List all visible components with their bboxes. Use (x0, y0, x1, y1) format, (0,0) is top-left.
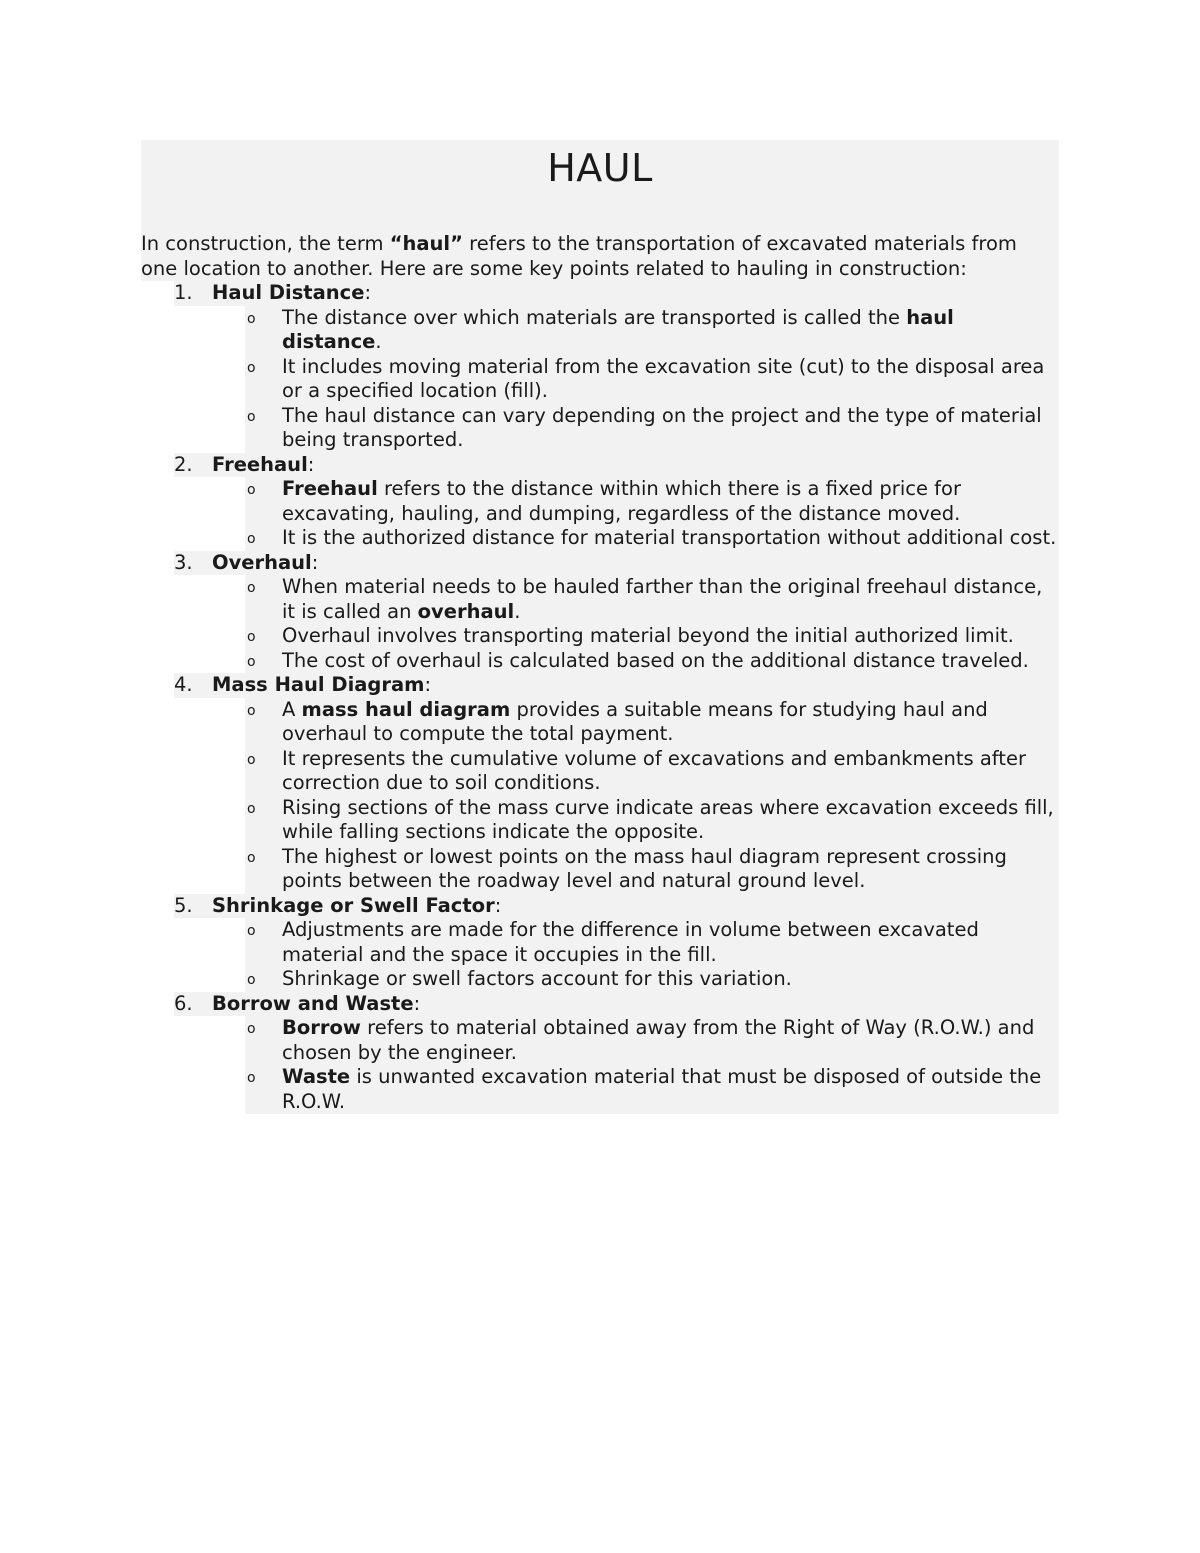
section-title-colon: : (307, 452, 315, 476)
bullet-text-after: refers to the distance within which there is a fixed price for excavating, hauling, and dumping, regardless of the distance moved. (282, 477, 961, 525)
bullet-list (245, 575, 1059, 673)
bullet-list (245, 918, 1059, 992)
bullet-text: It is the authorized distance for material transportation without additional cost. (282, 526, 1057, 549)
bullet-item (245, 526, 1059, 551)
bullet-bold-term: mass haul diagram (301, 697, 511, 721)
hollow-bullet-icon: o (247, 531, 256, 547)
section-heading (174, 453, 1059, 478)
bullet-list (245, 306, 1059, 453)
section-title: Mass Haul Diagram (212, 673, 425, 696)
section-title: Overhaul (212, 550, 312, 574)
bullet-text-after: provides a suitable means for studying haul and overhaul to compute the total payment. (282, 697, 988, 745)
hollow-bullet-icon: o (247, 751, 256, 768)
bullet-item (245, 477, 1059, 526)
bullet-text-after: . (375, 330, 382, 353)
bullet-item (245, 575, 1059, 624)
bullet-text: The haul distance can vary depending on the project and the type of material being transported. (282, 403, 1042, 451)
section-title-colon: : (494, 893, 502, 917)
bullet-text-after: refers to material obtained away from the Right of Way (R.O.W.) and chosen by the engineer. (282, 1016, 1035, 1064)
section-item (141, 673, 1059, 894)
bullet-item (245, 698, 1059, 747)
bullet-text: When material needs to be hauled farther than the original freehaul distance, it is called an (282, 575, 1043, 623)
hollow-bullet-icon: o (247, 580, 256, 596)
bullet-item (245, 404, 1059, 453)
section-item (141, 281, 1059, 453)
section-title-colon: : (364, 281, 372, 304)
section-item (141, 453, 1059, 551)
hollow-bullet-icon: o (247, 359, 256, 376)
hollow-bullet-icon: o (247, 800, 256, 817)
intro-text-after: refers to the transportation of excavated materials from one location to another. Here are some key points related to hauling in construction: (141, 232, 1017, 280)
section-heading (174, 281, 1059, 306)
section-title: Haul Distance (212, 281, 365, 304)
bullet-text-after: is unwanted excavation material that must be disposed of outside the R.O.W. (282, 1065, 1042, 1113)
section-number: 5. (174, 893, 193, 917)
page-title: HAUL (547, 146, 653, 190)
bullet-text: Shrinkage or swell factors account for this variation. (282, 967, 792, 990)
bullet-bold-term: overhaul (417, 599, 515, 623)
bullet-text: Overhaul involves transporting material beyond the initial authorized limit. (282, 624, 1014, 647)
bullet-item (245, 796, 1059, 845)
bullet-text: The distance over which materials are transported is called the (282, 305, 907, 329)
section-number: 3. (174, 550, 193, 574)
bullet-text: It represents the cumulative volume of excavations and embankments after correction due to soil conditions. (282, 746, 1026, 794)
section-heading (174, 673, 1059, 698)
hollow-bullet-icon: o (247, 482, 256, 498)
bullet-item (245, 1065, 1059, 1114)
section-title-colon: : (424, 673, 432, 696)
section-number: 2. (174, 452, 193, 476)
section-item (141, 894, 1059, 992)
bullet-text: A (282, 697, 302, 721)
section-title-colon: : (413, 991, 421, 1015)
section-title: Borrow and Waste (212, 991, 414, 1015)
bullet-item (245, 306, 1059, 355)
bullet-item (245, 967, 1059, 992)
section-heading (174, 992, 1059, 1017)
bullet-text: Adjustments are made for the difference in volume between excavated material and the space it occupies in the fill. (282, 918, 979, 966)
document-body (141, 140, 1059, 1114)
bullet-item (245, 649, 1059, 674)
section-title: Freehaul (212, 452, 308, 476)
bullet-bold-term: Freehaul (282, 477, 378, 500)
bullet-bold-term: haul distance (282, 305, 954, 353)
bullet-item (245, 355, 1059, 404)
hollow-bullet-icon: o (247, 310, 256, 327)
section-title-colon: : (311, 550, 319, 574)
bullet-text: Rising sections of the mass curve indicate areas where excavation exceeds fill, while falling sections indicate the opposite. (282, 795, 1054, 843)
section-number: 4. (174, 673, 193, 696)
section-list (141, 281, 1059, 1114)
section-item (141, 992, 1059, 1115)
bullet-list (245, 477, 1059, 551)
bullet-list (245, 1016, 1059, 1114)
intro-text-before: In construction, the term (141, 232, 390, 255)
hollow-bullet-icon: o (247, 972, 256, 988)
bullet-item (245, 918, 1059, 967)
hollow-bullet-icon: o (247, 702, 256, 719)
bullet-bold-term: Borrow (282, 1016, 361, 1039)
bullet-item (245, 747, 1059, 796)
hollow-bullet-icon: o (247, 653, 256, 670)
section-number: 1. (174, 281, 193, 304)
section-heading (174, 894, 1059, 919)
bullet-text-after: . (514, 599, 521, 623)
hollow-bullet-icon: o (247, 629, 256, 645)
title-block (141, 140, 1059, 232)
hollow-bullet-icon: o (247, 923, 256, 939)
intro-paragraph (141, 232, 1059, 281)
section-title: Shrinkage or Swell Factor (212, 893, 495, 917)
hollow-bullet-icon: o (247, 849, 256, 866)
hollow-bullet-icon: o (247, 1070, 256, 1086)
section-item (141, 551, 1059, 674)
section-number: 6. (174, 991, 193, 1015)
bullet-text: The highest or lowest points on the mass haul diagram represent crossing points between the roadway level and natural ground level. (282, 844, 1007, 892)
hollow-bullet-icon: o (247, 408, 256, 425)
bullet-item (245, 845, 1059, 894)
intro-term: “haul” (389, 232, 463, 255)
bullet-text: It includes moving material from the excavation site (cut) to the disposal area or a specified location (fill). (282, 354, 1045, 402)
bullet-item (245, 1016, 1059, 1065)
section-heading (174, 551, 1059, 576)
hollow-bullet-icon: o (247, 1021, 256, 1037)
bullet-list (245, 698, 1059, 894)
bullet-item (245, 624, 1059, 649)
bullet-text: The cost of overhaul is calculated based on the additional distance traveled. (282, 648, 1029, 672)
bullet-bold-term: Waste (282, 1065, 351, 1088)
